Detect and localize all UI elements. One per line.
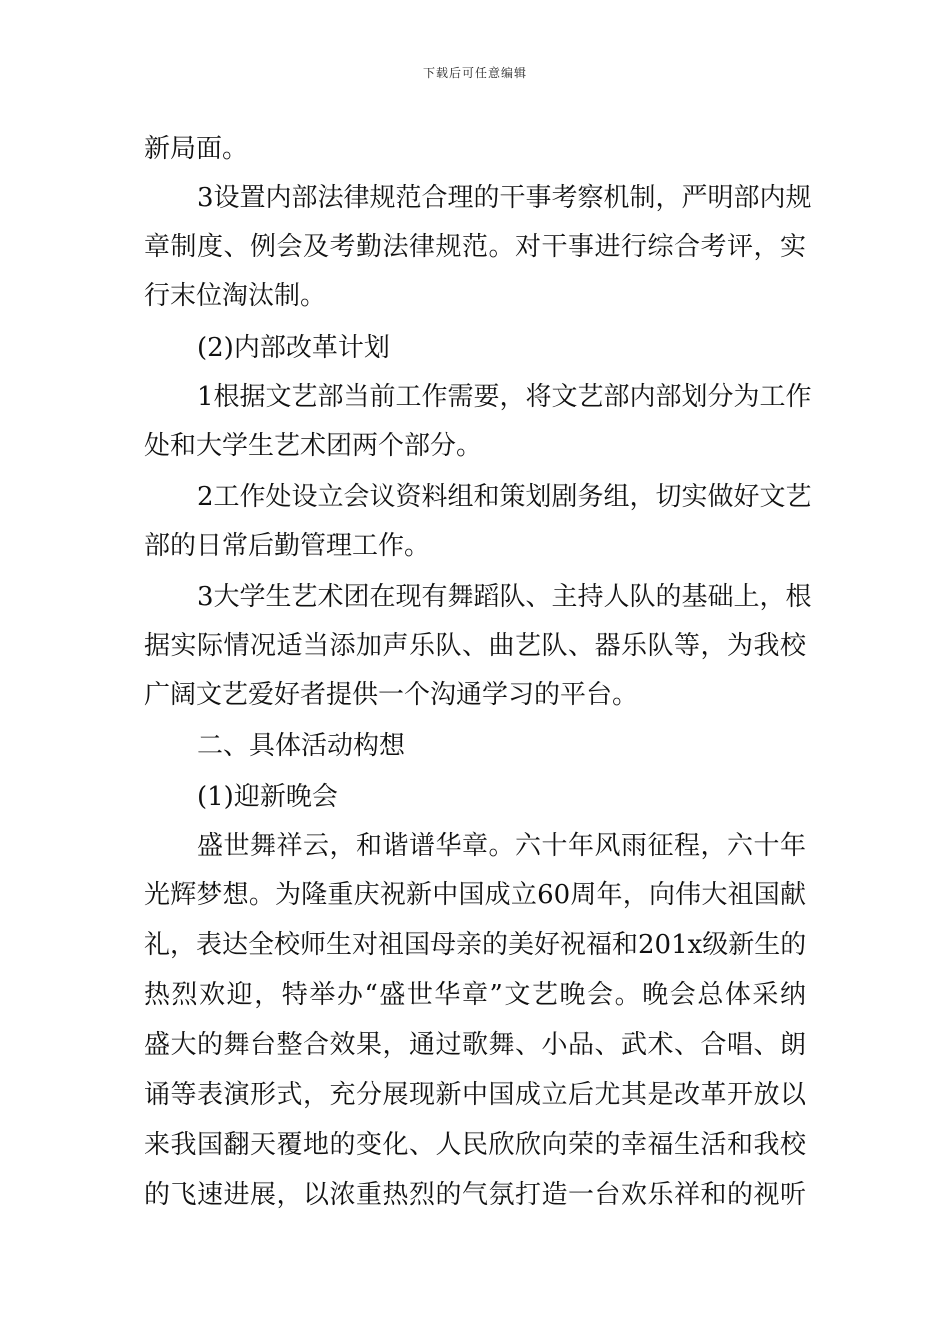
page-header: 下载后可任意编辑 [422,66,527,80]
text-line: 3大学生艺术团在现有舞蹈队、主持人队的基础上，根 [197,582,812,612]
text-line: 来我国翻天覆地的变化、人民欣欣向荣的幸福生活和我校 [144,1130,806,1160]
text-line: 礼，表达全校师生对祖国母亲的美好祝福和201x级新生的 [144,930,807,960]
section-heading: (1)迎新晚会 [197,782,338,812]
text-line: 光辉梦想。为隆重庆祝新中国成立60周年，向伟大祖国献 [144,880,806,910]
text-line: 热烈欢迎，特举办“盛世华章”文艺晚会。晚会总体采纳 [144,980,806,1010]
text-line: 部的日常后勤管理工作。 [144,531,431,561]
text-line: 盛大的舞台整合效果，通过歌舞、小品、武术、合唱、朗 [144,1030,806,1060]
text-line: 行末位淘汰制。 [144,281,327,311]
text-line: 诵等表演形式，充分展现新中国成立后尤其是改革开放以 [144,1080,806,1110]
text-line: 处和大学生艺术团两个部分。 [144,431,483,461]
text-line: 的飞速进展，以浓重热烈的气氛打造一台欢乐祥和的视听 [144,1180,806,1210]
text-line: 2工作处设立会议资料组和策划剧务组，切实做好文艺 [197,482,812,512]
text-line: 章制度、例会及考勤法律规范。对干事进行综合考评，实 [144,232,806,262]
text-line: 3设置内部法律规范合理的干事考察机制，严明部内规 [197,183,812,213]
text-line: 据实际情况适当添加声乐队、曲艺队、器乐队等，为我校 [144,631,806,661]
text-line: 新局面。 [144,134,249,164]
text-line: 1根据文艺部当前工作需要，将文艺部内部划分为工作 [197,382,812,412]
text-line: 广阔文艺爱好者提供一个沟通学习的平台。 [144,680,639,710]
section-heading: 二、具体活动构想 [197,731,406,761]
section-heading: (2)内部改革计划 [197,333,390,363]
text-line: 盛世舞祥云，和谐谱华章。六十年风雨征程，六十年 [197,831,806,861]
